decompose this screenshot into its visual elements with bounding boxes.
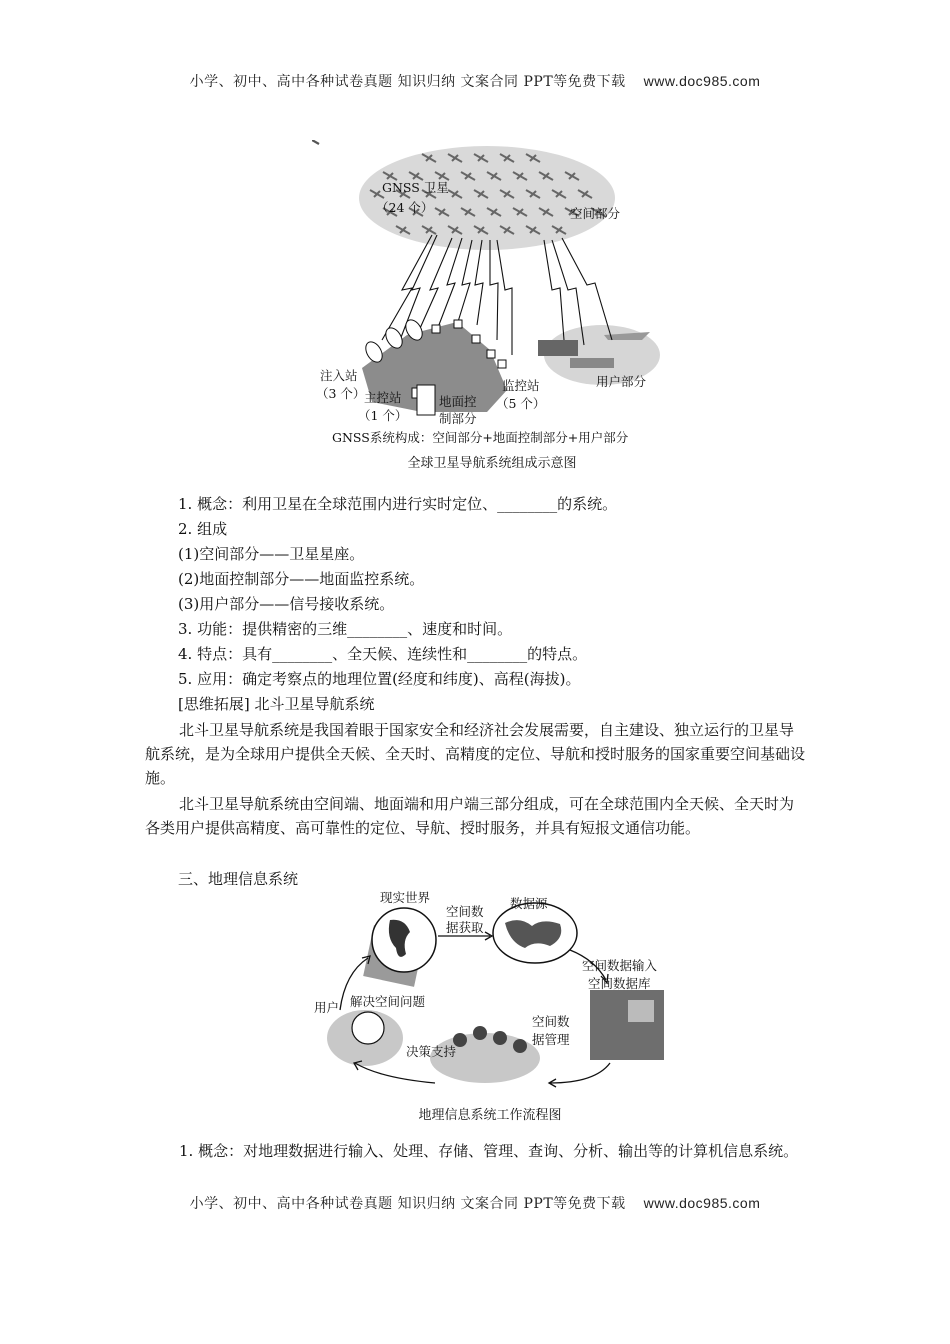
label-user-segment: 用户部分	[596, 374, 647, 389]
gnss-features: 4. 特点：具有________、全天候、连续性和________的特点。	[178, 645, 588, 663]
label-injection-station: 注入站	[320, 368, 358, 383]
gnss-composition-heading: 2. 组成	[178, 520, 228, 538]
label-gnss-satellite: GNSS 卫星	[382, 180, 449, 195]
label-satellite-count: （24 个）	[376, 200, 434, 215]
gis-figure-caption: 地理信息系统工作流程图	[418, 1108, 562, 1123]
beidou-paragraph-2: 北斗卫星导航系统由空间端、地面端和用户端三部分组成，可在全球范围内全天候、全天时为各类用户提供高精度、高可靠性的定位、导航、授时服务，并具有短报文通信功能。	[145, 795, 795, 837]
ship-image	[570, 358, 614, 368]
label-ground-control-1: 地面控	[439, 394, 477, 409]
footer-text: 小学、初中、高中各种试卷真题 知识归纳 文案合同 PPT等免费下载	[189, 1196, 626, 1212]
gnss-concept: 1. 概念：利用卫星在全球范围内进行实时定位、________的系统。	[178, 495, 618, 513]
gis-workflow-diagram	[310, 888, 670, 1103]
beidou-heading: [思维拓展] 北斗卫星导航系统	[178, 695, 375, 713]
gnss-space-part: (1)空间部分——卫星星座。	[178, 545, 365, 563]
label-data-management-1: 空间数	[532, 1014, 570, 1029]
header-url: www.doc985.com	[643, 73, 761, 89]
master-station-icon	[417, 385, 435, 415]
gnss-ground-part: (2)地面控制部分——地面监控系统。	[178, 570, 425, 588]
label-ground-control-2: 制部分	[439, 411, 477, 426]
gnss-function: 3. 功能：提供精密的三维________、速度和时间。	[178, 620, 513, 638]
label-data-management-2: 据管理	[532, 1032, 570, 1047]
label-solve-problem: 解决空间问题	[350, 994, 426, 1009]
gnss-figure-caption: 全球卫星导航系统组成示意图	[407, 456, 577, 471]
label-gnss-composition: GNSS系统构成：空间部分+地面控制部分+用户部分	[332, 430, 629, 445]
label-injection-count: （3 个）	[316, 386, 366, 401]
page-footer	[0, 1193, 950, 1213]
label-master-station: 主控站	[364, 390, 402, 405]
label-spatial-database: 空间数据库	[588, 976, 651, 991]
label-monitor-station: 监控站	[502, 378, 540, 393]
label-data-acquisition-1: 空间数	[446, 904, 484, 919]
header-text: 小学、初中、高中各种试卷真题 知识归纳 文案合同 PPT等免费下载	[189, 74, 626, 90]
beidou-paragraph-1: 北斗卫星导航系统是我国着眼于国家安全和经济社会发展需要，自主建设、独立运行的卫星导航系统，是为全球用户提供全天候、全天时、高精度的定位、导航和授时服务的国家重要空间基础设施。	[145, 721, 806, 787]
train-image	[538, 340, 578, 356]
label-data-source: 数据源	[510, 896, 548, 911]
gnss-user-part: (3)用户部分——信号接收系统。	[178, 595, 395, 613]
label-decision-support: 决策支持	[406, 1044, 457, 1059]
gnss-diagram	[312, 140, 672, 445]
label-data-input: 空间数据输入	[582, 958, 658, 973]
label-user: 用户	[314, 1000, 340, 1015]
label-monitor-count: （5 个）	[496, 396, 546, 411]
label-real-world: 现实世界	[380, 890, 431, 905]
gis-section-heading: 三、地理信息系统	[178, 870, 299, 888]
label-master-count: （1 个）	[358, 408, 408, 423]
page-header	[0, 71, 950, 91]
gnss-application: 5. 应用：确定考察点的地理位置(经度和纬度)、高程(海拔)。	[178, 670, 581, 688]
gis-concept: 1. 概念：对地理数据进行输入、处理、存储、管理、查询、分析、输出等的计算机信息系统。	[179, 1142, 799, 1160]
label-data-acquisition-2: 据获取	[446, 920, 484, 935]
satellite-icons	[312, 140, 319, 144]
footer-url: www.doc985.com	[643, 1195, 761, 1211]
label-space-segment: 空间部分	[570, 206, 621, 221]
